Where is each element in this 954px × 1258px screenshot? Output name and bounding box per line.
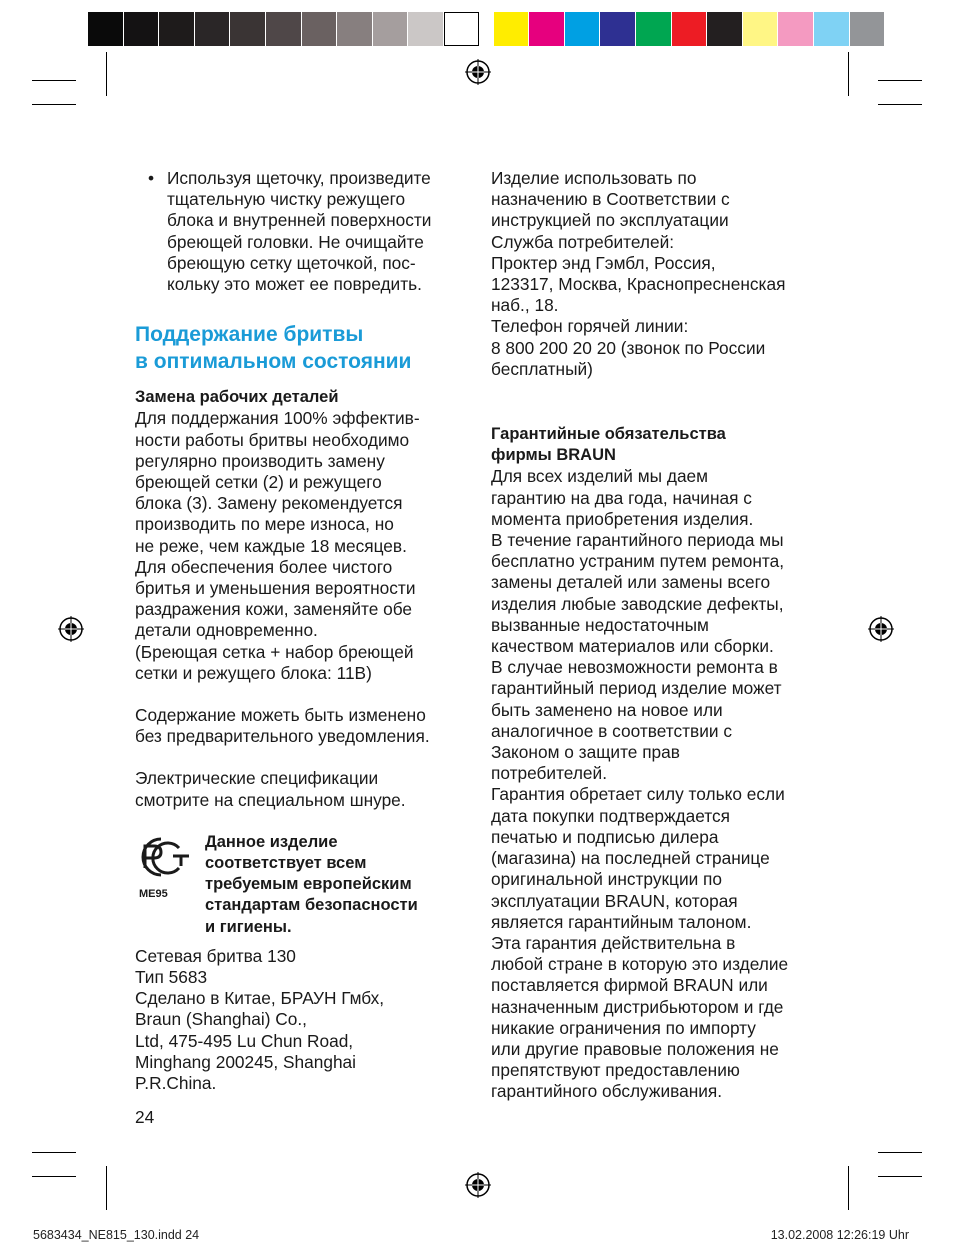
color-bar-swatch — [850, 12, 885, 46]
registration-mark-icon — [465, 1172, 491, 1198]
left-column — [135, 168, 465, 1094]
crop-mark — [878, 104, 922, 105]
color-bar-swatch — [494, 12, 529, 46]
color-bar-swatch — [302, 12, 337, 46]
color-bar-swatch — [124, 12, 159, 46]
color-bar-swatch — [159, 12, 194, 46]
crop-mark — [878, 80, 922, 81]
registration-mark-icon — [868, 616, 894, 642]
footer-file-info: 5683434_NE815_130.indd 24 — [33, 1228, 200, 1242]
crop-mark — [106, 1166, 107, 1210]
color-bar-swatch — [743, 12, 778, 46]
color-bar-swatch — [266, 12, 301, 46]
crop-mark — [848, 52, 849, 96]
crop-mark — [848, 1166, 849, 1210]
color-bar-swatch — [814, 12, 849, 46]
color-bar-swatch — [444, 12, 479, 46]
crop-mark — [878, 1176, 922, 1177]
color-bar-swatch — [707, 12, 742, 46]
certification-statement: Данное изделие соответствует всем требуемым европейским стандартам безопасности и гигиены. — [205, 832, 418, 936]
color-bar-swatch — [195, 12, 230, 46]
pct-certification-logo-icon — [135, 834, 191, 880]
right-column — [491, 168, 831, 1103]
color-bar-swatch — [337, 12, 372, 46]
color-bar-swatch — [636, 12, 671, 46]
replacement-subheading: Замена рабочих деталей — [135, 388, 339, 407]
footer-timestamp: 13.02.2008 12:26:19 Uhr — [770, 1228, 909, 1242]
color-bar-swatch — [230, 12, 265, 46]
print-color-bar — [88, 12, 868, 46]
color-bar-swatch — [778, 12, 813, 46]
color-bar-swatch — [600, 12, 635, 46]
warranty-heading: Гарантийные обязательства фирмы BRAUN — [491, 425, 726, 465]
certification-block — [135, 832, 465, 944]
warranty-text: Для всех изделий мы даем гарантию на два года, начиная с момента приобретения изделия. В течение гарантийного периода мы бесплатно устраним путем ремонта, замены деталей или замены всего изделия любые заводские дефекты, вызванные недостаточным качеством материалов или сборки. В случае невозможности ремонта в гарантийный период изделие может быть заменено на новое или аналогичное в соответствии с Законом о защите прав потребителей. Гарантия обретает силу только если дата покупки подтверждается печатью и подписью дилера (магазина) на последней странице оригинальной инструкции по эксплуатации BRAUN, которая является гарантийным талоном. Эта гарантия действительна в любой стране в которую это изделие поставляется фирмой BRAUN или назначенным дистрибьютором и где никакие ограничения по импорту или другие правовые положения не препятствуют предоставлению гарантийного обслуживания. — [491, 466, 789, 1102]
page-number: 24 — [135, 1107, 155, 1127]
crop-mark — [106, 52, 107, 96]
crop-mark — [32, 80, 76, 81]
cleaning-bullet — [148, 168, 465, 295]
crop-mark — [32, 1152, 76, 1153]
color-bar-swatch — [529, 12, 564, 46]
electrical-note: Электрические спецификации смотрите на специальном шнуре. — [135, 768, 406, 810]
bullet-icon: • — [148, 168, 155, 188]
crop-mark — [32, 1176, 76, 1177]
registration-mark-icon — [58, 616, 84, 642]
product-info: Сетевая бритва 130 Тип 5683 Сделано в Китае, БРАУН Гмбх, Braun (Shanghai) Co., Ltd, 475-495 Lu Chun Road, Minghang 200245, Shanghai P.R.China. — [135, 945, 385, 1094]
registration-mark-icon — [465, 59, 491, 85]
section-heading: Поддержание бритвы в оптимальном состоянии — [135, 323, 412, 374]
color-bar-swatch — [88, 12, 123, 46]
crop-mark — [32, 104, 76, 105]
crop-mark — [878, 1152, 922, 1153]
color-bar-swatch — [672, 12, 707, 46]
color-bar-swatch — [408, 12, 443, 46]
certification-code: ME95 — [139, 887, 168, 900]
color-bar-swatch — [373, 12, 408, 46]
cleaning-instruction: Используя щеточку, произведите тщательную чистку режущего блока и внутренней поверхности бреющей головки. Не очищайте бреющую сетку щеточкой, пос- кольку это может ее повредить. — [167, 168, 432, 295]
change-notice: Содержание можеть быть изменено без предварительного уведомления. — [135, 705, 430, 747]
replacement-text: Для поддержания 100% эффектив- ности работы бритвы необходимо регулярно производить замену бреющей сетки (2) и режущего блока (3). Замену рекомендуется производить по мере износа, но не реже, чем каждые 18 месяцев. Для обеспечения более чистого бритья и уменьшения вероятности раздражения кожи, заменяйте обе детали одновременно. (Бреющая сетка + набор бреющей сетки и режущего блока: 11В) — [135, 408, 420, 683]
usage-service-info: Изделие использовать по назначению в Соответствии с инструкцией по эксплуатации Служба потребителей: Проктер энд Гэмбл, Россия, 123317, Москва, Краснопресненская наб., 18. Телефон горячей линии: 8 800 200 20 20 (звонок по России бесплатный) — [491, 168, 786, 379]
color-bar-swatch — [565, 12, 600, 46]
